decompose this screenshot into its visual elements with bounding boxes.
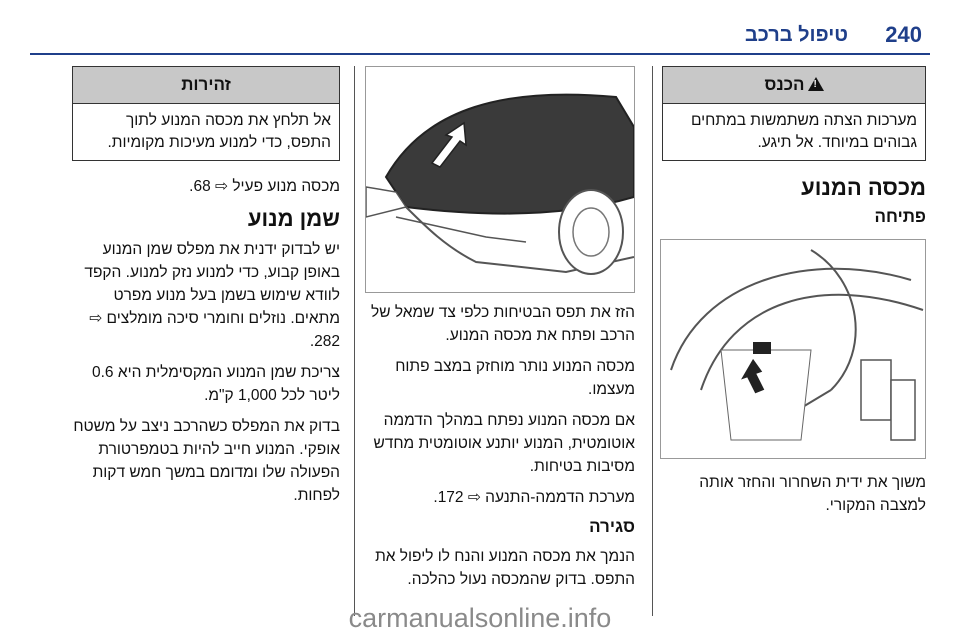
sub-heading-closing: סגירה — [589, 517, 635, 536]
column-divider-left — [354, 66, 355, 616]
middle-paragraph-1: הזז את תפס הבטיחות כלפי צד שמאל של הרכב ופתח את מכסה המנוע. — [371, 304, 635, 344]
caution-box-header — [663, 67, 925, 104]
right-column — [662, 66, 926, 525]
section-heading-engine-oil: שמן מנוע — [247, 206, 340, 231]
left-paragraph-oil-consumption: צריכת שמן המנוע המקסימלית היא 0.6 ליטר לכל 1,000 ק"מ. — [92, 364, 340, 404]
warning-box-title: זהירות — [73, 67, 339, 104]
header-rule — [30, 53, 930, 55]
watermark: carmanualsonline.info — [348, 603, 612, 633]
caution-box-body: מערכות הצתה משתמשות במתחים גבוהים במיוחד. אל תיגע. — [690, 112, 917, 151]
middle-paragraph-closing: הנמך את מכסה המנוע והנח לו ליפול את התפס. בדוק שהמכסה נעול כהלכה. — [375, 548, 635, 588]
cross-reference-active-hood[interactable]: מכסה מנוע פעיל ⇨ 68. — [189, 178, 340, 195]
middle-paragraph-3: אם מכסה המנוע נפתח במהלך הדממה אוטומטית, המנוע יותנע אוטומטית מחדש מסיבות בטיחות. — [373, 412, 635, 475]
car-hood-illustration — [365, 66, 635, 293]
running-header-title: טיפול ברכב — [744, 24, 848, 46]
warning-box-body: אל תלחץ את מכסה המנוע לתוך התפס, כדי למנוע מעיכות מקומיות. — [107, 112, 331, 151]
left-paragraph-oil-check: יש לבדוק ידנית את מפלס שמן המנוע באופן קבוע, כדי למנוע נזק למנוע. הקפד לוודא שימוש בשמן בעל מנוע מפרט מתאים. נוזלים וחומרי סיכה מומלצים ⇨ 282. — [84, 241, 340, 350]
middle-paragraph-2: מכסה המנוע נותר מוחזק במצב פתוח מעצמו. — [395, 358, 635, 398]
left-paragraph-oil-level: בדוק את המפלס כשהרכב ניצב על משטח אופקי. המנוע חייב להיות בטמפרטורת הפעולה שלו ומדומם במשך חמש דקות לפחות. — [73, 418, 340, 504]
sub-heading-opening: פתיחה — [874, 207, 926, 226]
middle-column — [367, 66, 635, 599]
interior-release-lever-illustration — [660, 239, 926, 459]
figure-caption: משוך את ידית השחרור והחזר אותה למצבה המקורי. — [699, 474, 926, 514]
warning-triangle-icon — [808, 77, 824, 91]
section-heading-hood: מכסה המנוע — [801, 175, 926, 200]
caution-box — [662, 66, 926, 161]
warning-box — [72, 66, 340, 161]
caution-box-title: הכנס — [764, 75, 805, 94]
cross-reference-start-stop[interactable]: מערכת הדממה-התנעה ⇨ 172. — [433, 489, 635, 506]
column-divider-right — [652, 66, 653, 616]
page-number: 240 — [885, 22, 922, 47]
left-column — [72, 66, 340, 515]
